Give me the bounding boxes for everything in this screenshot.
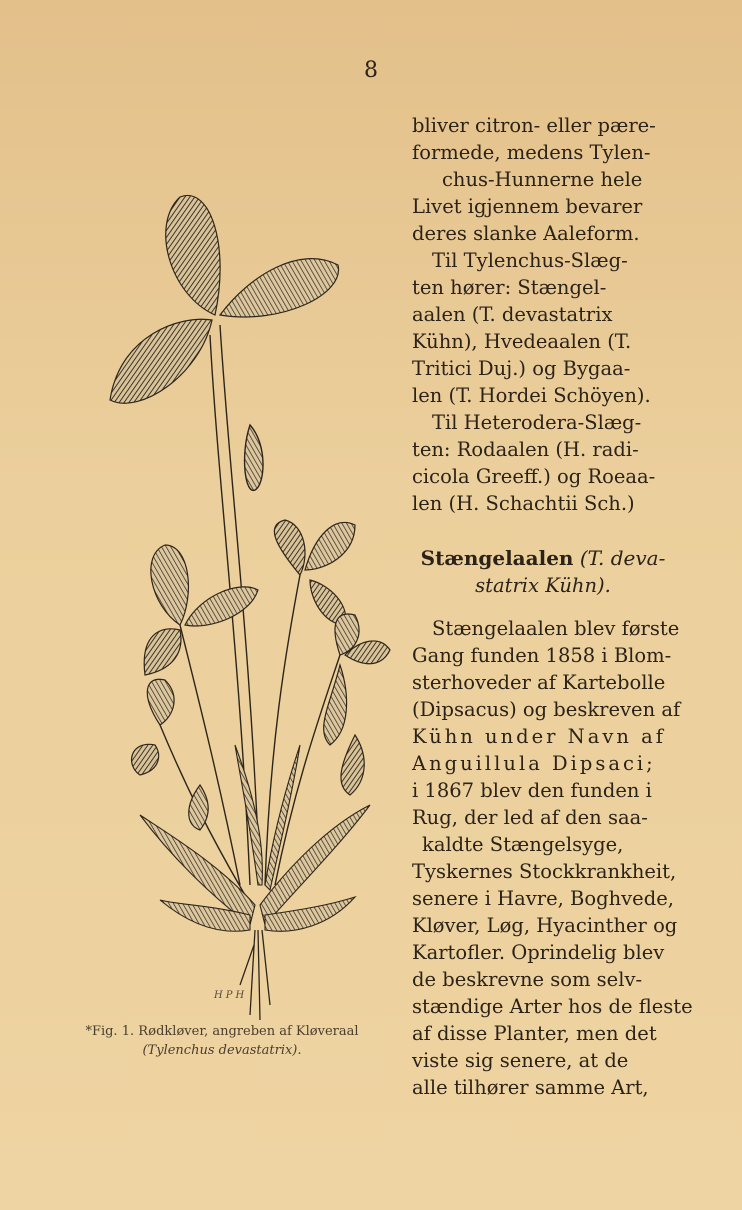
section-heading-line-2: statrix Kühn). bbox=[475, 574, 611, 597]
text-line: Rug, der led af den saa- bbox=[412, 806, 648, 829]
text-line: Til Tylenchus-Slæg- bbox=[432, 249, 628, 272]
text-line: deres slanke Aaleform. bbox=[412, 222, 640, 245]
text-line: (Dipsacus) og beskreven af bbox=[412, 698, 681, 721]
text-line: chus-Hunnerne hele bbox=[442, 168, 643, 191]
section-body bbox=[412, 615, 693, 1101]
text-line: Kløver, Løg, Hyacinther og bbox=[412, 914, 678, 937]
text-line: viste sig senere, at de bbox=[412, 1049, 629, 1072]
text-line: aalen (T. devastatrix bbox=[412, 303, 613, 326]
text-line: cicola Greeff.) og Roeaa- bbox=[412, 465, 656, 488]
figure-caption bbox=[52, 1022, 392, 1060]
text-line: kaldte Stængelsyge, bbox=[422, 833, 624, 856]
text-line: af disse Planter, men det bbox=[412, 1022, 657, 1045]
text-line: alle tilhører samme Art, bbox=[412, 1076, 649, 1099]
text-line: i 1867 blev den funden i bbox=[412, 779, 652, 802]
text-line: Gang funden 1858 i Blom- bbox=[412, 644, 672, 667]
text-line: Kartofler. Oprindelig blev bbox=[412, 941, 665, 964]
text-line: Stængelaalen blev første bbox=[432, 617, 680, 640]
text-line: sterhoveder af Kartebolle bbox=[412, 671, 666, 694]
section-heading bbox=[412, 545, 674, 572]
caption-line-2: (Tylenchus devastatrix). bbox=[142, 1043, 302, 1058]
text-line: bliver citron- eller pære- bbox=[412, 114, 656, 137]
text-line: de beskrevne som selv- bbox=[412, 968, 643, 991]
clover-illustration bbox=[100, 185, 400, 1025]
text-line: Til Heterodera-Slæg- bbox=[432, 411, 642, 434]
text-line: Tritici Duj.) og Bygaa- bbox=[412, 357, 631, 380]
text-line: Kühn under Navn af bbox=[412, 725, 666, 748]
text-line: Kühn), Hvedeaalen (T. bbox=[412, 330, 632, 353]
section-heading-bold: Stængelaalen bbox=[420, 546, 574, 570]
text-line: Tyskernes Stockkrankheit, bbox=[412, 860, 677, 883]
text-line: Anguillula Dipsaci; bbox=[412, 752, 656, 775]
section-heading-italic: (T. deva- bbox=[579, 546, 666, 570]
text-column bbox=[412, 112, 693, 1101]
text-line: senere i Havre, Boghvede, bbox=[412, 887, 674, 910]
text-line: Livet igjennem bevarer bbox=[412, 195, 643, 218]
page-number: 8 bbox=[364, 58, 378, 83]
text-line: stændige Arter hos de fleste bbox=[412, 995, 693, 1018]
text-line: ten: Rodaalen (H. radi- bbox=[412, 438, 639, 461]
illustrator-signature: HPH bbox=[214, 990, 248, 1001]
text-line: formede, medens Tylen- bbox=[412, 141, 651, 164]
text-line: ten hører: Stængel- bbox=[412, 276, 607, 299]
caption-line-1: *Fig. 1. Rødkløver, angreben af Kløveraal bbox=[85, 1024, 359, 1039]
text-line: len (T. Hordei Schöyen). bbox=[412, 384, 651, 407]
intro-paragraph bbox=[412, 112, 674, 517]
text-line: len (H. Schachtii Sch.) bbox=[412, 492, 635, 515]
